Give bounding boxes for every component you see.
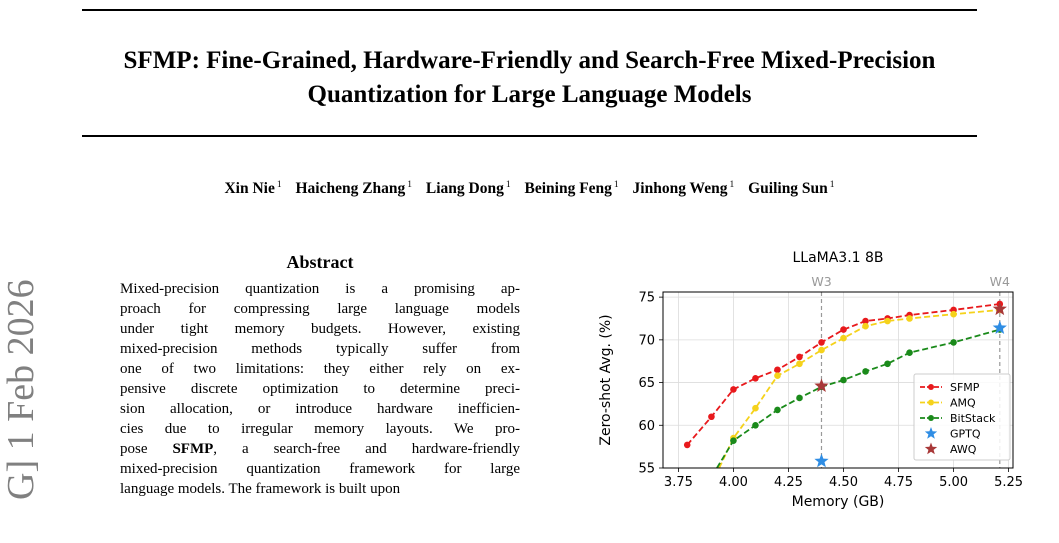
arxiv-stamp: G] 1 Feb 2026	[0, 279, 42, 500]
author-list	[82, 180, 977, 198]
y-tick-label: 65	[638, 376, 655, 392]
paper-title	[82, 44, 977, 112]
data-point	[840, 326, 847, 333]
abstract-line: Mixed-precision quantization is a promising ap-	[120, 281, 520, 297]
x-tick-label: 5.00	[939, 475, 969, 490]
abstract-line: sion allocation, or introduce hardware inefficien-	[120, 401, 520, 417]
x-tick-label: 4.00	[718, 475, 748, 490]
abstract-body	[120, 279, 520, 538]
abstract-line: pose SFMP, a search-free and hardware-friendly	[120, 441, 520, 457]
author: Xin Nie $^1$	[224, 180, 282, 197]
x-tick-label: 4.75	[884, 475, 914, 490]
data-point	[752, 422, 759, 429]
data-point	[796, 360, 803, 367]
abstract-bold-term: SFMP	[172, 441, 214, 457]
abstract-line: mixed-precision quantization framework for large	[120, 461, 520, 477]
reference-line-label: W4	[989, 274, 1010, 289]
data-point	[818, 339, 825, 346]
data-point	[774, 407, 781, 414]
y-tick-label: 55	[638, 461, 655, 477]
data-point	[796, 395, 803, 402]
abstract-line: mixed-precision methods typically suffer from	[120, 341, 520, 357]
data-point	[752, 405, 759, 412]
legend-marker	[928, 415, 934, 421]
data-point	[774, 372, 781, 379]
abstract-line: under tight memory budgets. However, existing	[120, 321, 520, 337]
data-point	[730, 437, 737, 444]
legend-label: AMQ	[950, 396, 976, 410]
data-point	[730, 386, 737, 393]
title-line-1: SFMP: Fine-Grained, Hardware-Friendly and Search-Free Mixed-Precision	[123, 47, 936, 74]
author: Haicheng Zhang $^1$	[295, 180, 413, 197]
reference-line-label: W3	[811, 274, 832, 289]
y-tick-label: 75	[638, 290, 655, 306]
x-tick-label: 4.50	[829, 475, 858, 490]
data-point	[840, 335, 847, 342]
abstract-line: language models. The framework is built upon	[120, 481, 401, 497]
data-point	[818, 347, 825, 354]
chart-svg	[588, 238, 1028, 538]
x-tick-label: 3.75	[663, 475, 693, 490]
data-point	[862, 323, 869, 330]
data-point	[950, 339, 957, 346]
data-point	[950, 311, 957, 318]
legend-label: BitStack	[950, 412, 996, 425]
legend-marker	[928, 384, 934, 390]
title-line-2: Quantization for Large Language Models	[307, 81, 752, 108]
data-point	[708, 413, 715, 420]
y-tick-label: 70	[638, 333, 655, 349]
data-point	[906, 349, 913, 356]
figure-chart	[588, 238, 1028, 538]
y-axis-label: Zero-shot Avg. (%)	[598, 314, 614, 446]
data-point	[884, 318, 891, 325]
legend-label: GPTQ	[950, 427, 981, 441]
legend-label: AWQ	[950, 443, 977, 456]
chart-title: LLaMA3.1 8B	[792, 250, 884, 266]
data-point	[796, 354, 803, 361]
abstract-heading: Abstract	[286, 252, 354, 272]
data-point	[884, 360, 891, 367]
x-tick-label: 4.25	[773, 475, 803, 490]
abstract-line: pensive discrete optimization to determine preci-	[120, 381, 520, 397]
author: Beining Feng $^1$	[524, 180, 619, 197]
data-point	[752, 375, 759, 382]
abstract-line: proach for compressing large language models	[120, 301, 520, 317]
data-point	[906, 315, 913, 322]
title-rule-bottom	[82, 135, 977, 137]
title-rule-top	[82, 9, 977, 11]
abstract-line: one of two limitations: they either rely on ex-	[120, 361, 520, 377]
y-tick-label: 60	[638, 418, 655, 434]
author: Guiling Sun $^1$	[748, 180, 835, 197]
legend-label: SFMP	[950, 381, 980, 394]
author: Jinhong Weng $^1$	[632, 180, 735, 197]
author: Liang Dong $^1$	[425, 180, 511, 197]
legend-marker	[928, 400, 934, 406]
data-point	[684, 442, 691, 449]
x-tick-label: 5.25	[994, 475, 1024, 490]
abstract-line: cies due to irregular memory layouts. We pro-	[120, 421, 520, 437]
data-point	[774, 366, 781, 373]
data-point-star	[814, 454, 828, 468]
data-point	[840, 377, 847, 384]
data-point	[862, 368, 869, 375]
x-axis-label: Memory (GB)	[791, 494, 885, 510]
